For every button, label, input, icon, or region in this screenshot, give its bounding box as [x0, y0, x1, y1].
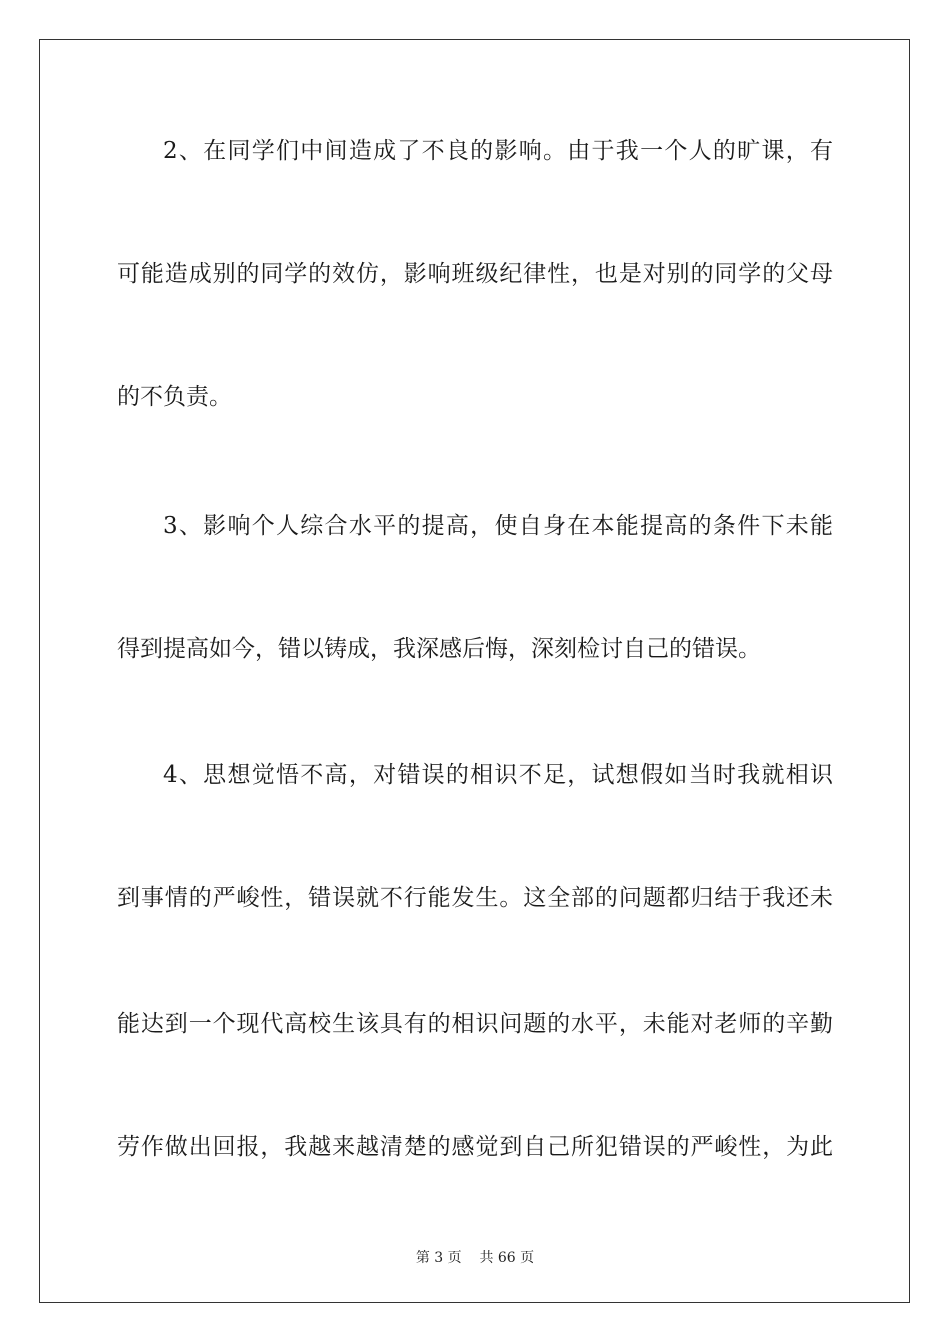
paragraph-2-line-3: 的不负责。	[117, 384, 232, 410]
page-footer	[0, 1247, 950, 1267]
paragraph-4-line-1: 4、思想觉悟不高，对错误的相识不足，试想假如当时我就相识	[163, 762, 833, 788]
paragraph-4-line-3: 能达到一个现代高校生该具有的相识问题的水平，未能对老师的辛勤	[117, 1011, 833, 1037]
page-total: 共 66 页	[479, 1250, 535, 1266]
paragraph-3-line-1: 3、影响个人综合水平的提高，使自身在本能提高的条件下未能	[163, 513, 833, 539]
paragraph-4-line-4: 劳作做出回报，我越来越清楚的感觉到自己所犯错误的严峻性，为此	[117, 1134, 833, 1160]
paragraph-2-line-1: 2、在同学们中间造成了不良的影响。由于我一个人的旷课，有	[163, 138, 833, 164]
page-number: 第 3 页	[415, 1250, 462, 1266]
paragraph-3-line-2: 得到提高如今，错以铸成，我深感后悔，深刻检讨自己的错误。	[117, 636, 761, 662]
page-border	[39, 39, 910, 1303]
paragraph-4-line-2: 到事情的严峻性，错误就不行能发生。这全部的问题都归结于我还未	[117, 885, 833, 911]
paragraph-2-line-2: 可能造成别的同学的效仿，影响班级纪律性，也是对别的同学的父母	[117, 261, 833, 287]
